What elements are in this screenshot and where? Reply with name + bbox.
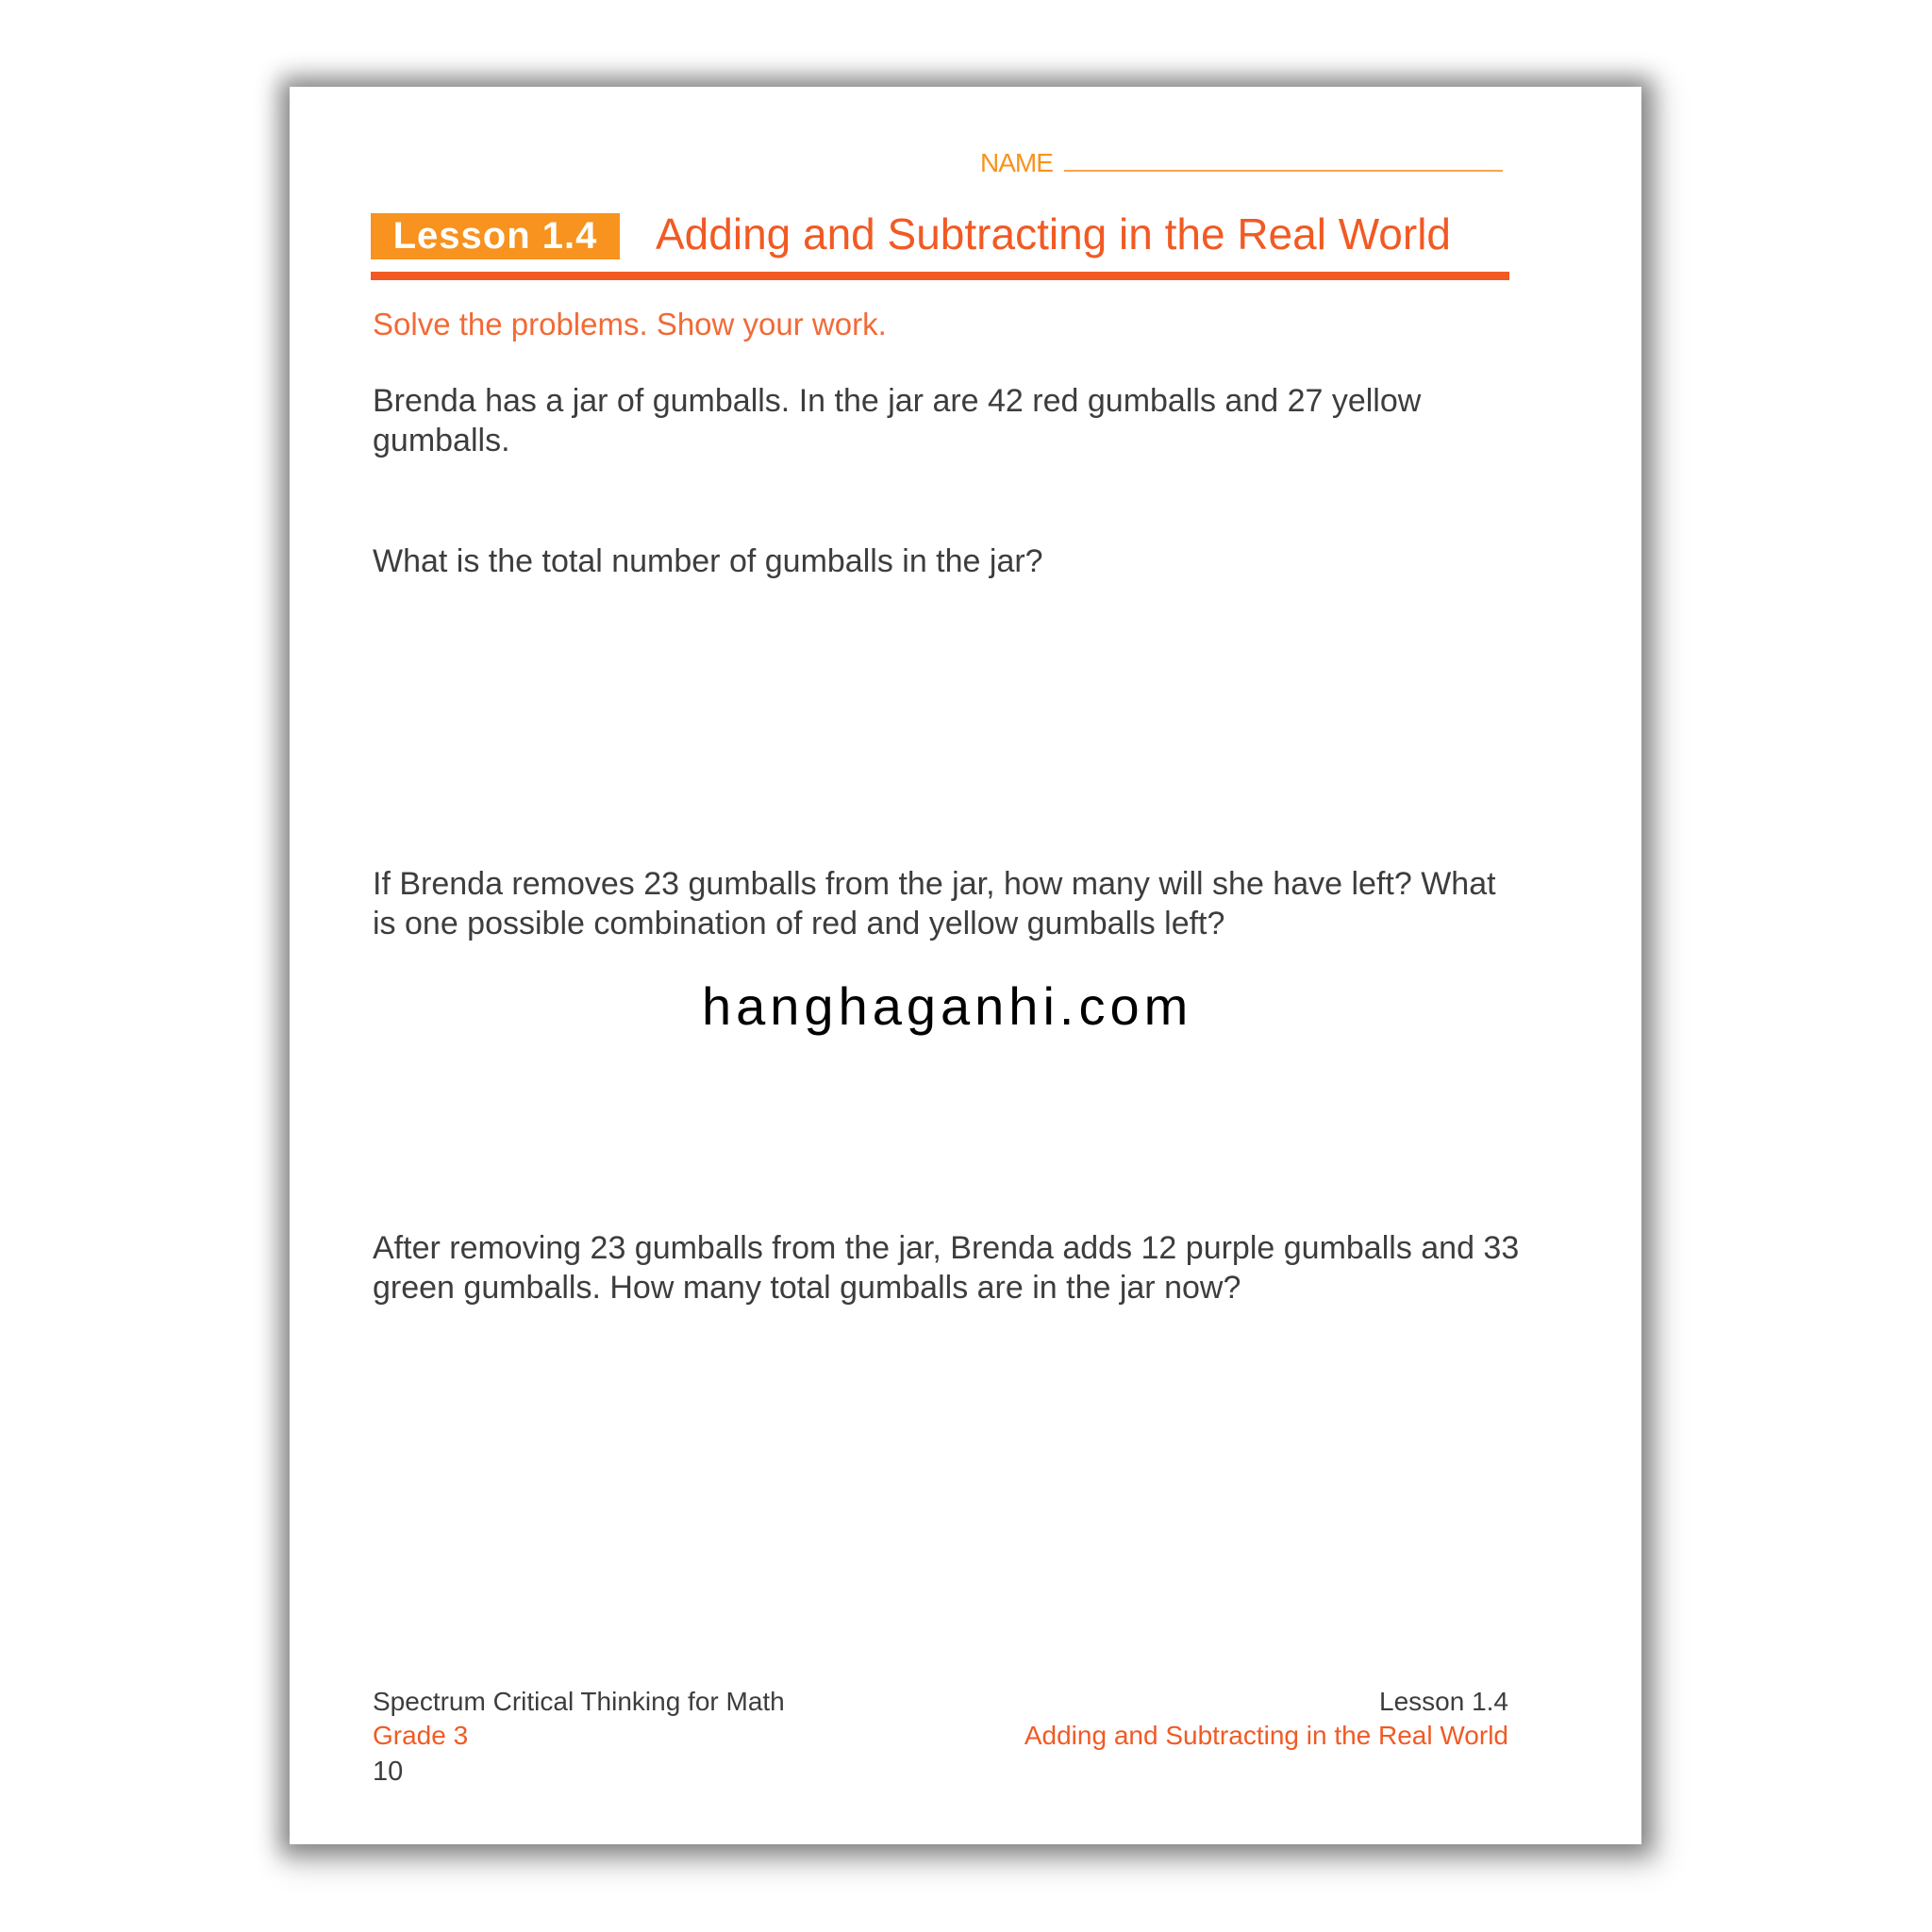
footer-right <box>1024 1685 1508 1753</box>
page-title: Adding and Subtracting in the Real World <box>656 209 1452 258</box>
grade-label: Grade 3 <box>373 1721 469 1750</box>
book-title: Spectrum Critical Thinking for Math <box>373 1687 785 1716</box>
page-number: 10 <box>373 1757 404 1787</box>
name-label: NAME <box>980 148 1053 177</box>
footer-lesson-title: Adding and Subtracting in the Real World <box>1024 1721 1508 1750</box>
problem-intro: Brenda has a jar of gumballs. In the jar are 42 red gumballs and 27 yellow gumballs. <box>373 383 1422 458</box>
watermark: hanghaganhi.com <box>702 976 1193 1036</box>
problem-question-3: After removing 23 gumballs from the jar, Brenda adds 12 purple gumballs and 33 green gumballs. How many total gumballs are in the jar now? <box>373 1230 1520 1306</box>
title-divider <box>371 272 1509 280</box>
name-field <box>980 143 1503 177</box>
footer-lesson: Lesson 1.4 <box>1379 1687 1508 1716</box>
footer-left <box>373 1685 785 1753</box>
lesson-badge: Lesson 1.4 <box>371 213 620 259</box>
worksheet-page <box>290 87 1641 1844</box>
problem-question-2: If Brenda removes 23 gumballs from the jar, how many will she have left? What is one possible combination of red and yellow gumballs left? <box>373 866 1496 941</box>
name-write-line <box>1064 170 1503 172</box>
problem-question-1: What is the total number of gumballs in the jar? <box>373 543 1043 579</box>
instructions: Solve the problems. Show your work. <box>373 307 887 341</box>
